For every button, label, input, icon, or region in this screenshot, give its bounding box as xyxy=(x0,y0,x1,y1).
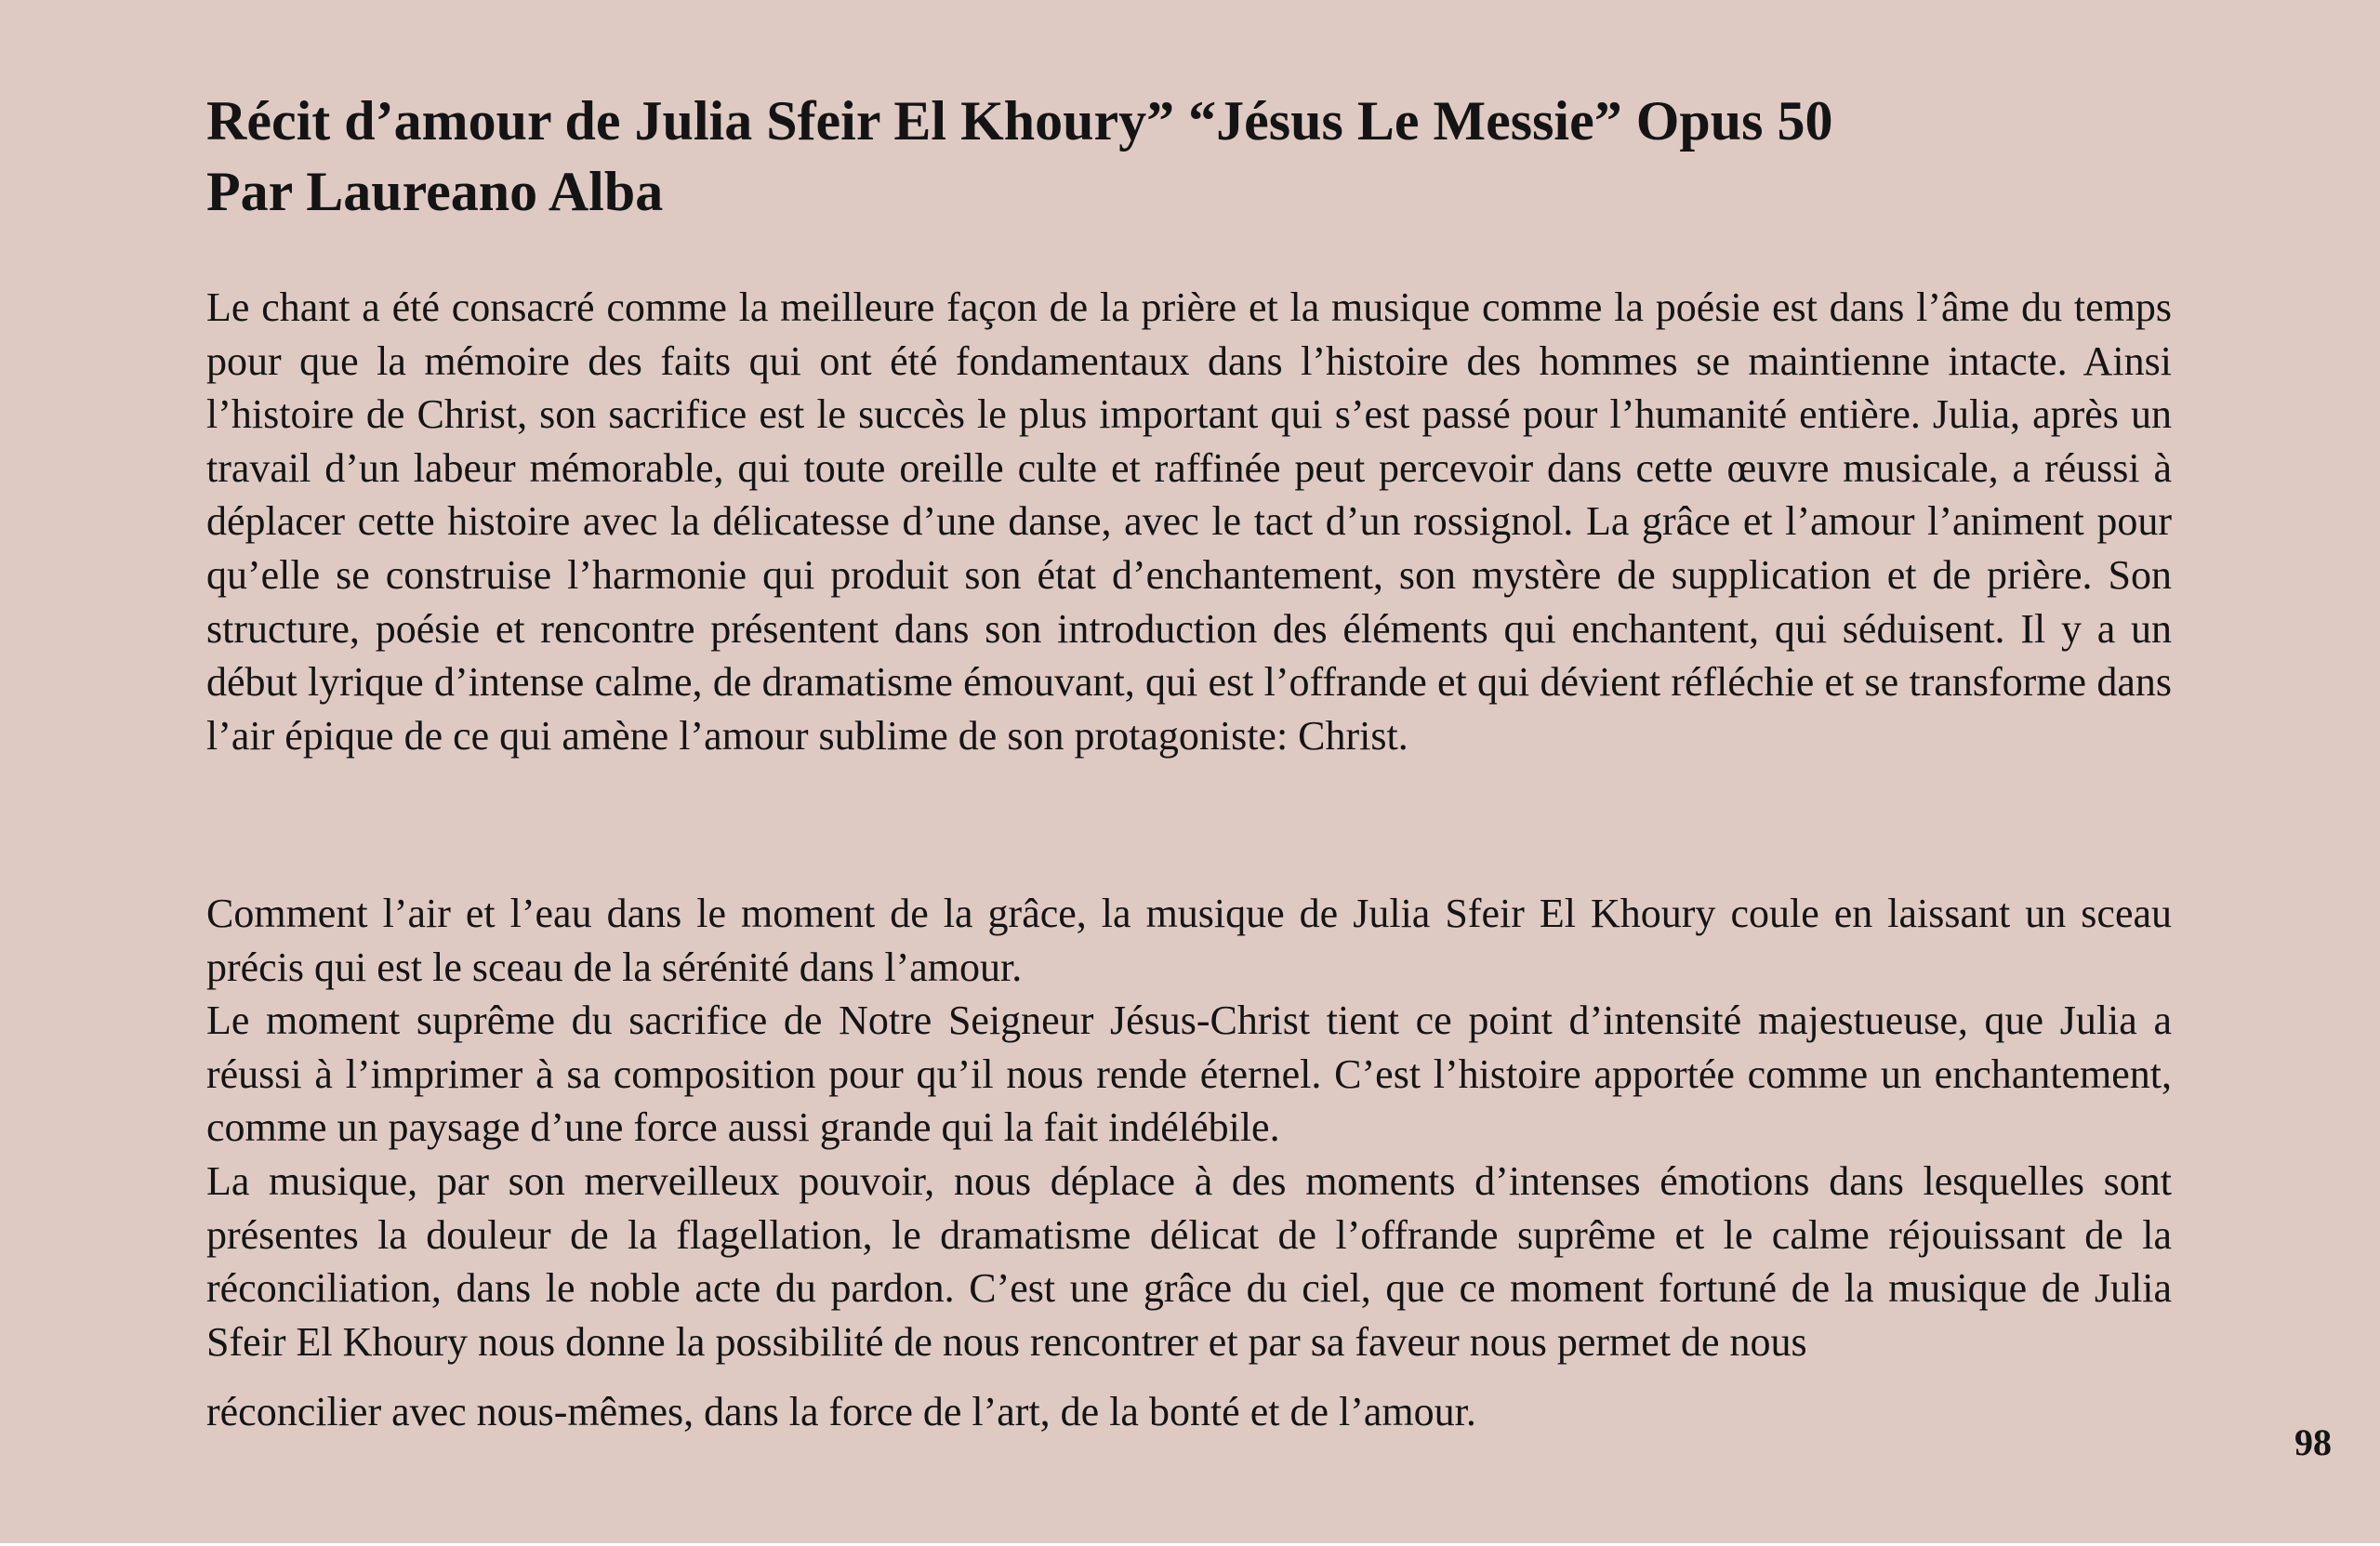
title-block xyxy=(206,86,2205,227)
paragraph-text: La musique, par son merveilleux pouvoir, nous déplace à des moments d’intenses émotions dans lesquelles sont présentes la douleur de la flagellation, le dramatisme délicat de l’offrande suprême et le calme réjouissant de la réconciliation, dans le noble acte du pardon. C’est une grâce du ciel, que ce moment fortuné de la musique de Julia Sfeir El Khoury nous donne la possibilité de nous rencontrer et par sa faveur nous permet de nous xyxy=(206,1157,2172,1365)
page-number: 98 xyxy=(2294,1421,2332,1463)
paragraph-text: Comment l’air et l’eau dans le moment de la grâce, la musique de Julia Sfeir El Khoury coule en laissant un sceau précis qui est le sceau de la sérénité dans l’amour. xyxy=(206,891,2172,990)
page-title: Récit d’amour de Julia Sfeir El Khoury” “Jésus Le Messie” Opus 50 xyxy=(206,90,1833,152)
body-paragraph-1 xyxy=(206,281,2172,762)
paragraph-text: Le moment suprême du sacrifice de Notre Seigneur Jésus-Christ tient ce point d’intensité majestueuse, que Julia a réussi à l’imprimer à sa composition pour qu’il nous rende éternel. C’est l’histoire apportée comme un enchantement, comme un paysage d’une force aussi grande qui la fait indélébile. xyxy=(206,998,2172,1151)
paragraph-text: réconcilier avec nous-mêmes, dans la force de l’art, de la bonté et de l’amour. xyxy=(206,1389,1476,1435)
author-byline: Par Laureano Alba xyxy=(206,161,664,222)
paragraph-text: Le chant a été consacré comme la meilleure façon de la prière et la musique comme la poésie est dans l’âme du temps pour que la mémoire des faits qui ont été fondamentaux dans l’histoire des hommes se maintienne intacte. Ainsi l’histoire de Christ, son sacrifice est le succès le plus important qui s’est passé pour l’humanité entière. Julia, après un travail d’un labeur mémorable, qui toute oreille culte et raffinée peut percevoir dans cette œuvre musicale, a réussi à déplacer cette histoire avec la délicatesse d’une danse, avec le tact d’un rossignol. La grâce et l’amour l’animent pour qu’elle se construise l’harmonie qui produit son état d’enchantement, son mystère de supplication et de prière. Son structure, poésie et rencontre présentent dans son introduction des éléments qui enchantent, qui séduisent. Il y a un début lyrique d’intense calme, de dramatisme émouvant, qui est l’offrande et qui dévient réfléchie et se transforme dans l’air épique de ce qui amène l’amour sublime de son protagoniste: Christ. xyxy=(206,284,2172,759)
body-paragraph-2 xyxy=(206,887,2172,1439)
